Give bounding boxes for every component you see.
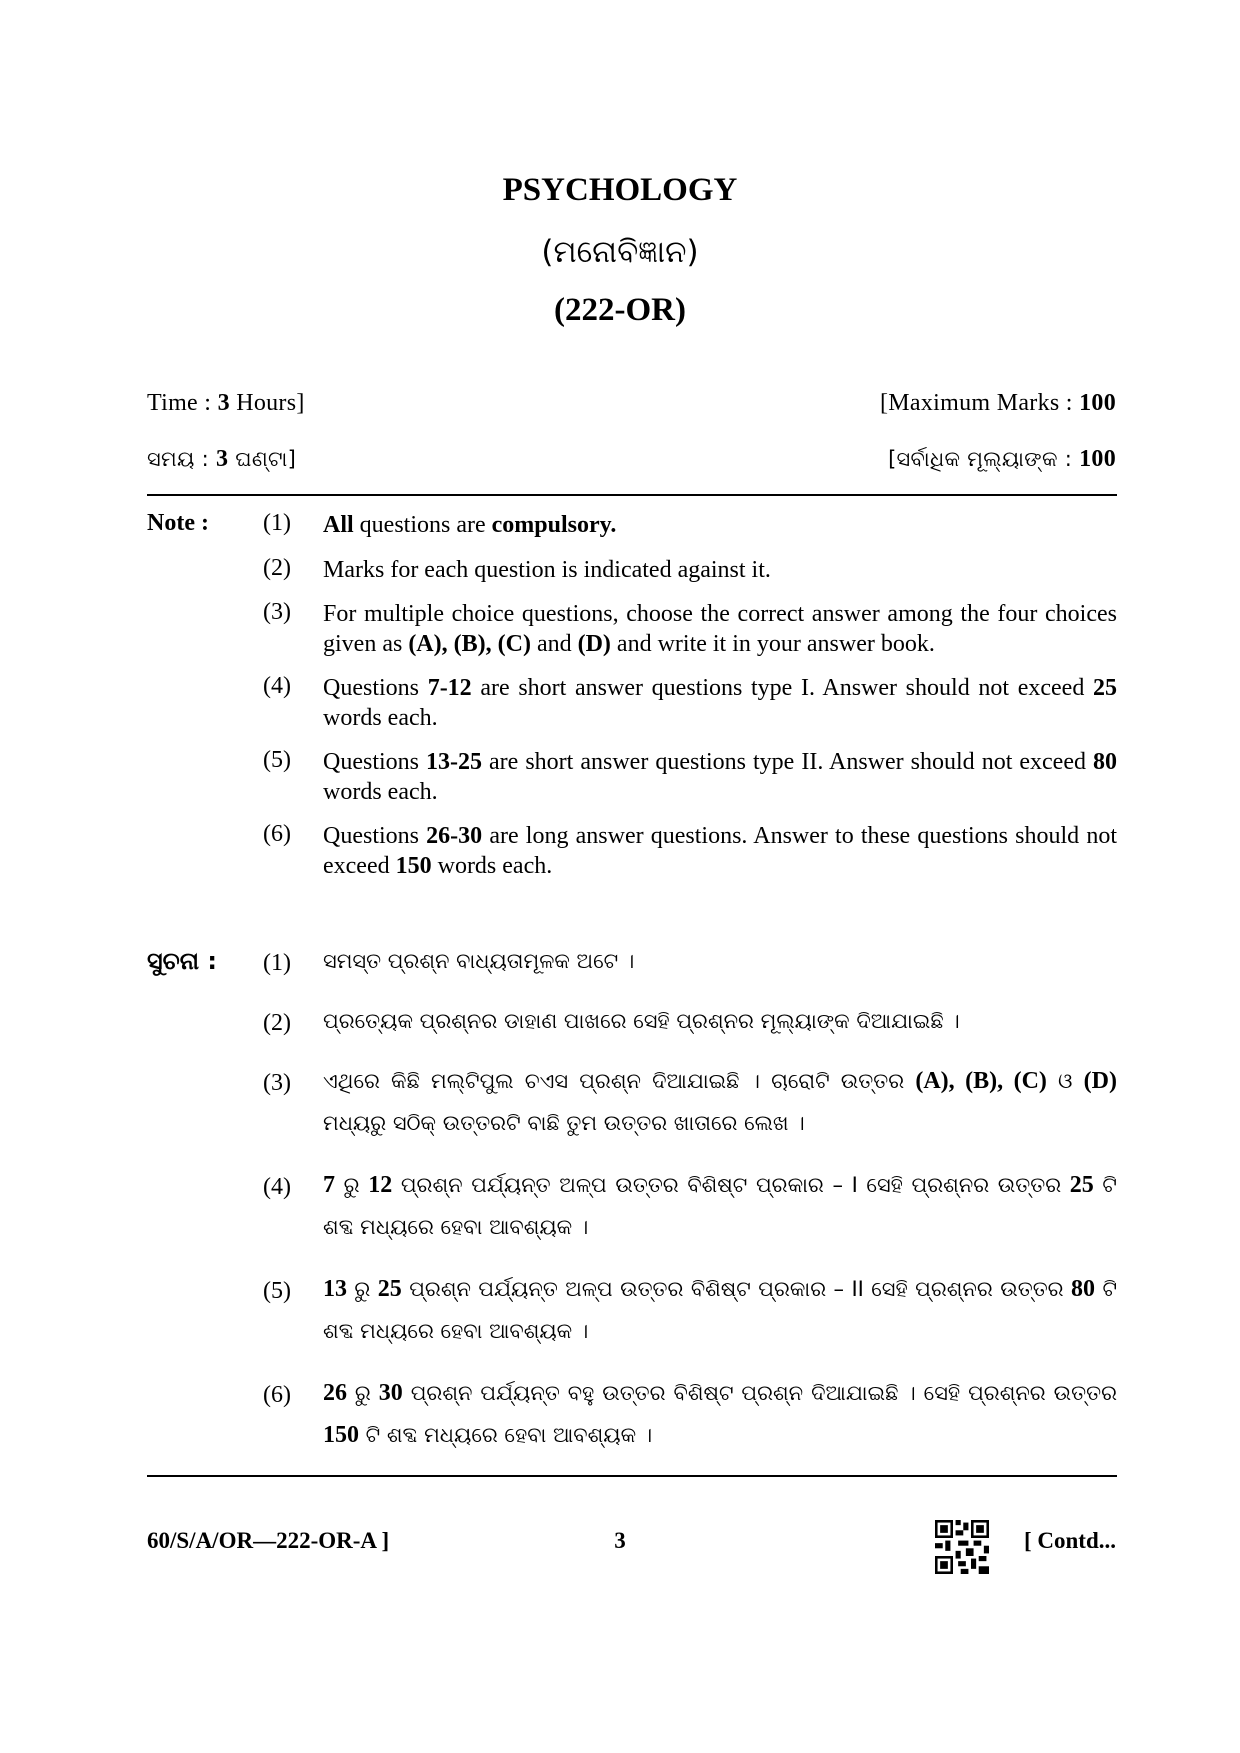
suchana-item: ଏଥିରେ କିଛି ମଲ୍‌ଟିପୁଲ ଚଏସ ପ୍ରଶ୍ନ ଦିଆଯାଇଛି । ଚାରୋଟି ଉତ୍ତର (A), (B), (C) ଓ (D) ମଧ୍ୟରୁ ସଠିକ୍ ଉତ୍ତରଟି ବାଛି ତୁମ ଉତ୍ତର ଖାତାରେ ଲେଖ । (323, 1068, 1117, 1135)
max-marks-info: [Maximum Marks : 100 (880, 390, 1116, 416)
note-item: Questions 13-25 are short answer questions type II. Answer should not exceed 80 words each. (323, 749, 1117, 805)
header-divider (147, 494, 1117, 496)
paper-code: 60/S/A/OR—222-OR-A ] (147, 1528, 390, 1553)
suchana-number: (3) (263, 1070, 291, 1096)
suchana-item: ସମସ୍ତ ପ୍ରଶ୍ନ ବାଧ୍ୟତାମୂଳକ ଅଟେ । (323, 949, 635, 973)
qr-code-icon (935, 1520, 989, 1574)
suchana-item: 13 ରୁ 25 ପ୍ରଶ୍ନ ପର୍ଯ୍ୟନ୍ତ ଅଳ୍ପ ଉତ୍ତର ବିଶିଷ୍ଟ ପ୍ରକାର – II ସେହି ପ୍ରଶ୍ନର ଉତ୍ତର 80 ଟି ଶବ୍ଦ ମଧ୍ୟରେ ହେବା ଆବଶ୍ୟକ । (323, 1276, 1117, 1343)
note-item: Questions 7-12 are short answer questions type I. Answer should not exceed 25 words each. (323, 675, 1118, 731)
suchana-item: ପ୍ରତ୍ୟେକ ପ୍ରଶ୍ନର ଡାହାଣ ପାଖରେ ସେହି ପ୍ରଶ୍ନର ମୂଲ୍ୟାଙ୍କ ଦିଆଯାଇଛି । (323, 1009, 960, 1033)
time-info: Time : 3 Hours] (147, 390, 305, 416)
note-item: Questions 26-30 are long answer questions. Answer to these questions should not exceed 150 words each. (323, 823, 1118, 879)
time-info-odia: ସମୟ : 3 ଘଣ୍ଟା] (147, 446, 297, 472)
note-item: For multiple choice questions, choose the correct answer among the four choices given as (A), (B), (C) and (D) and write it in your answer book. (323, 601, 1117, 657)
note-number: (1) (263, 510, 291, 536)
note-number: (3) (263, 599, 291, 625)
subject-code: (222-OR) (554, 292, 686, 328)
suchana-number: (6) (263, 1382, 291, 1408)
note-number: (6) (263, 821, 291, 847)
note-number: (4) (263, 673, 291, 699)
page-number: 3 (614, 1528, 626, 1553)
note-number: (2) (263, 555, 291, 581)
subject-title: PSYCHOLOGY (502, 172, 738, 208)
max-marks-info-odia: [ସର୍ବାଧିକ ମୂଲ୍ୟାଙ୍କ : 100 (888, 446, 1116, 472)
suchana-number: (1) (263, 950, 291, 976)
continued-label: [ Contd... (1023, 1528, 1116, 1553)
note-number: (5) (263, 747, 291, 773)
note-item: Marks for each question is indicated against it. (323, 557, 771, 583)
suchana-item: 7 ରୁ 12 ପ୍ରଶ୍ନ ପର୍ଯ୍ୟନ୍ତ ଅଳ୍ପ ଉତ୍ତର ବିଶିଷ୍ଟ ପ୍ରକାର – I ସେହି ପ୍ରଶ୍ନର ଉତ୍ତର 25 ଟି ଶବ୍ଦ ମଧ୍ୟରେ ହେବା ଆବଶ୍ୟକ । (323, 1172, 1117, 1239)
note-label: Note : (147, 510, 209, 536)
suchana-item: 26 ରୁ 30 ପ୍ରଶ୍ନ ପର୍ଯ୍ୟନ୍ତ ବହୁ ଉତ୍ତର ବିଶିଷ୍ଟ ପ୍ରଶ୍ନ ଦିଆଯାଇଛି । ସେହି ପ୍ରଶ୍ନର ଉତ୍ତର 150 ଟି ଶବ୍ଦ ମଧ୍ୟରେ ହେବା ଆବଶ୍ୟକ । (323, 1380, 1117, 1448)
suchana-number: (4) (263, 1174, 291, 1200)
subject-title-odia: (ମନୋବିଜ୍ଞାନ) (541, 234, 699, 270)
footer-divider (147, 1475, 1117, 1477)
suchana-number: (5) (263, 1278, 291, 1304)
suchana-label: ସୁଚନା : (147, 947, 217, 975)
note-item: All questions are compulsory. (323, 512, 617, 538)
suchana-number: (2) (263, 1010, 291, 1036)
